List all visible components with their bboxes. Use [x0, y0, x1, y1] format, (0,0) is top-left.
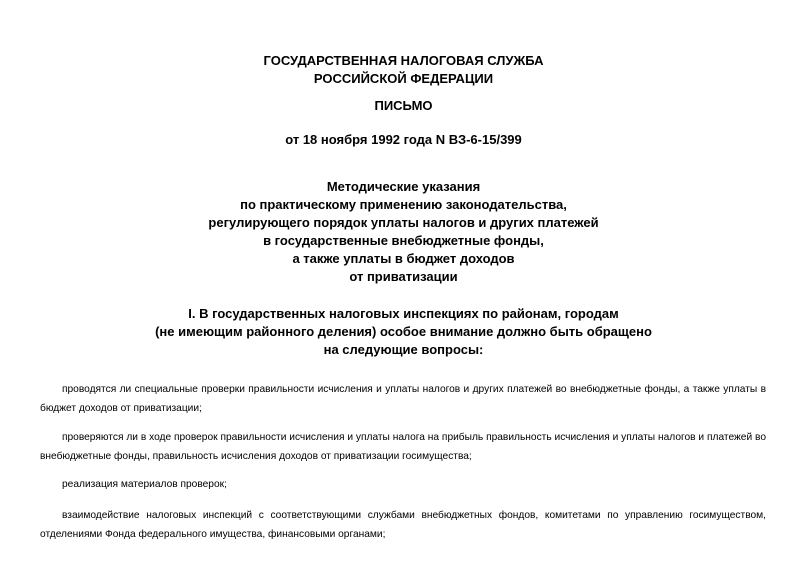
- title-line: по практическому применению законодательства,: [240, 197, 567, 212]
- doc-type: [0, 97, 807, 115]
- agency-line-1: ГОСУДАРСТВЕННАЯ НАЛОГОВАЯ СЛУЖБА: [263, 53, 544, 68]
- section-line: (не имеющим районного деления) особое внимание должно быть обращено: [155, 324, 652, 339]
- paragraph: проводятся ли специальные проверки правильности исчисления и уплаты налогов и других платежей во внебюджетные фонды, а также уплаты в бюджет доходов от приватизации;: [40, 384, 766, 414]
- paragraph: реализация материалов проверок;: [62, 479, 227, 490]
- agency-line-2: РОССИЙСКОЙ ФЕДЕРАЦИИ: [313, 71, 494, 86]
- section-line: на следующие вопросы:: [323, 342, 484, 357]
- document-title: [0, 178, 807, 286]
- title-line: в государственные внебюджетные фонды,: [263, 233, 544, 248]
- agency-heading: [0, 52, 807, 88]
- doc-type-label: ПИСЬМО: [374, 98, 433, 113]
- title-line: регулирующего порядок уплаты налогов и других платежей: [208, 215, 599, 230]
- title-line: от приватизации: [349, 269, 458, 284]
- section-heading: [0, 305, 807, 359]
- title-line: а также уплаты в бюджет доходов: [292, 251, 515, 266]
- paragraph: проверяются ли в ходе проверок правильности исчисления и уплаты налога на прибыль правильность исчисления и уплаты налогов и платежей во внебюджетные фонды, правильность исчисления доходов от приватизации госимущества;: [40, 432, 766, 462]
- doc-date-number-text: от 18 ноября 1992 года N ВЗ-6-15/399: [285, 132, 522, 147]
- title-line: Методические указания: [326, 179, 481, 194]
- paragraph: взаимодействие налоговых инспекций с соответствующими службами внебюджетных фондов, комитетами по управлению госимуществом, отделениями Фонда федерального имущества, финансовыми органами;: [40, 510, 766, 540]
- doc-date-number: [0, 131, 807, 149]
- section-line: I. В государственных налоговых инспекциях по районам, городам: [188, 306, 619, 321]
